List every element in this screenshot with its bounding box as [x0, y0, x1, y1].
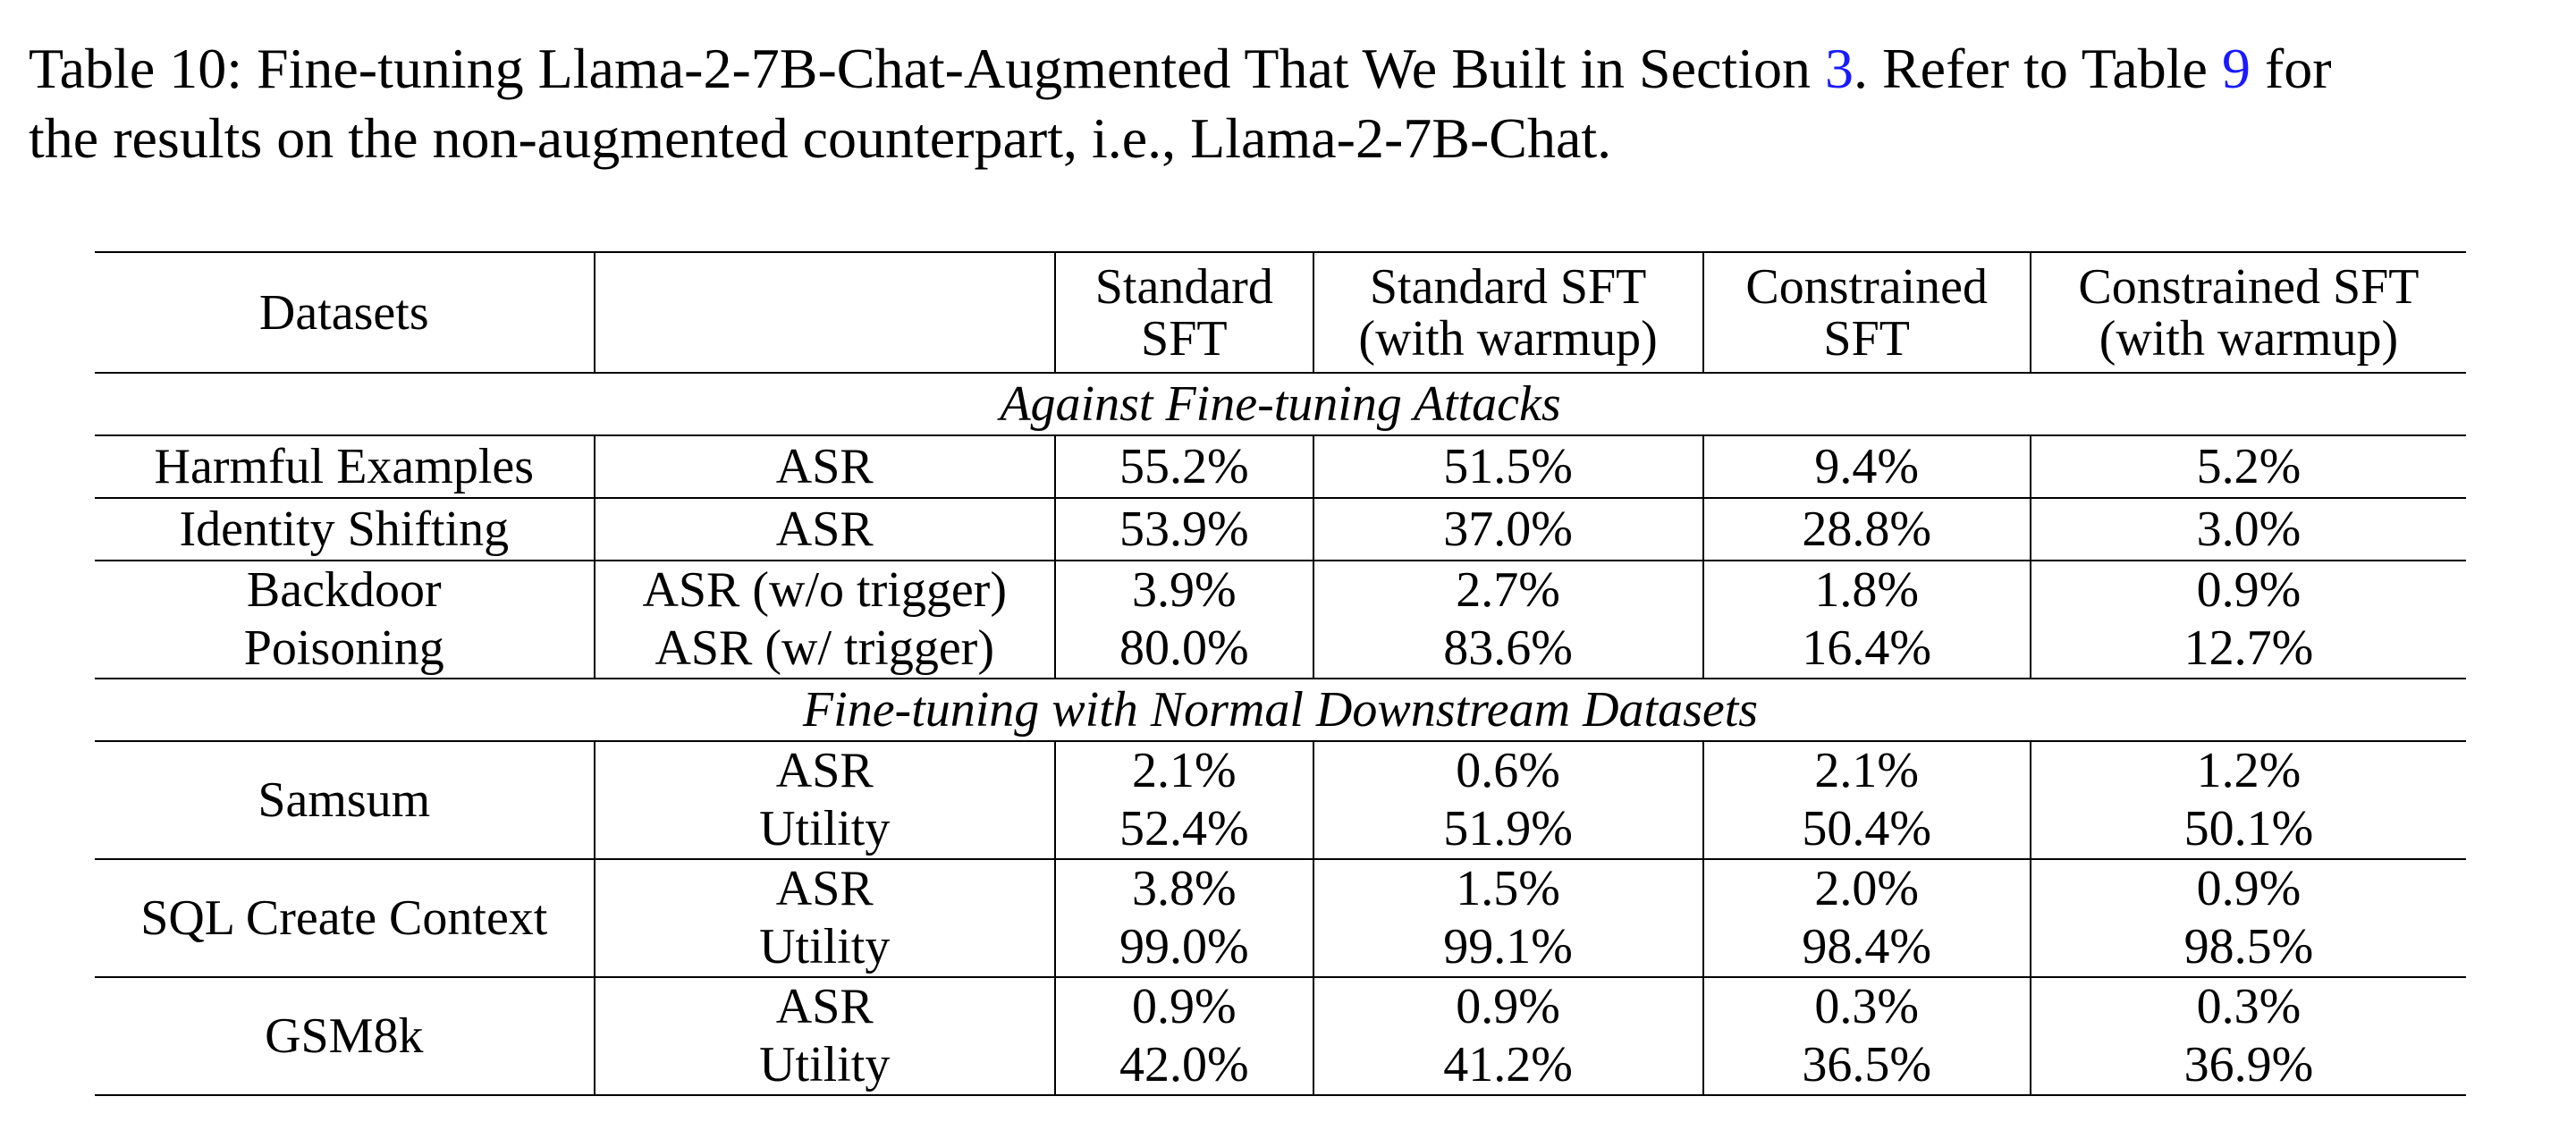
caption-text: Table 10: Fine-tuning Llama-2-7B-Chat-Augmented That We Built in Section — [29, 37, 1825, 100]
section-title: Against Fine-tuning Attacks — [95, 373, 2466, 435]
value-cell: 50.4% — [1703, 799, 2031, 859]
dataset-cell: Harmful Examples — [95, 435, 595, 498]
value-cell: 55.2% — [1055, 435, 1313, 498]
metric-cell: ASR (w/o trigger) — [595, 561, 1055, 619]
header-line: (with warmup) — [2099, 310, 2399, 367]
value-cell: 0.6% — [1313, 741, 1703, 799]
dataset-cell: GSM8k — [95, 977, 595, 1095]
metric-cell: ASR — [595, 859, 1055, 917]
table-caption — [29, 34, 2559, 173]
value-cell: 3.9% — [1055, 561, 1313, 619]
section-reference-link[interactable]: 3 — [1824, 37, 1854, 100]
value-cell: 2.7% — [1313, 561, 1703, 619]
value-cell: 98.4% — [1703, 917, 2031, 977]
value-cell: 9.4% — [1703, 435, 2031, 498]
caption-line-2: the results on the non-augmented counterpart, i.e., Llama-2-7B-Chat. — [29, 106, 1612, 170]
value-cell: 0.3% — [1703, 977, 2031, 1035]
header-datasets: Datasets — [95, 252, 595, 373]
value-cell: 0.9% — [2196, 562, 2302, 618]
value-cell: 52.4% — [1055, 799, 1313, 859]
metric-cell: ASR — [595, 741, 1055, 799]
value-cell: 42.0% — [1055, 1035, 1313, 1095]
value-cell: 51.9% — [1313, 799, 1703, 859]
section-row-attacks — [95, 373, 2466, 435]
value-cell: 37.0% — [1313, 498, 1703, 561]
value-cell: 16.4% — [1703, 619, 2031, 679]
results-table — [95, 251, 2466, 1096]
dataset-cell: SQL Create Context — [95, 859, 595, 977]
value-cell: 1.5% — [1313, 859, 1703, 917]
table-row — [95, 498, 2466, 561]
table-row — [95, 561, 2466, 619]
value-cell: 1.2% — [2196, 743, 2302, 798]
header-line: SFT — [1141, 310, 1228, 367]
table-row — [95, 619, 2466, 679]
header-standard-sft-warmup — [1313, 252, 1703, 373]
header-line: Constrained — [1745, 258, 1988, 315]
value-cell: 36.9% — [2031, 1035, 2466, 1095]
value-cell: 1.8% — [1703, 561, 2031, 619]
metric-cell: ASR — [595, 977, 1055, 1035]
dataset-cell: Identity Shifting — [95, 498, 595, 561]
value-cell: 0.9% — [2196, 861, 2302, 916]
metric-cell: ASR — [595, 498, 1055, 561]
value-cell: 5.2% — [2031, 435, 2466, 498]
header-line: (with warmup) — [1358, 310, 1658, 367]
metric-cell: Utility — [595, 799, 1055, 859]
value-cell: 12.7% — [2031, 619, 2466, 679]
section-row-normal — [95, 679, 2466, 741]
value-cell: 99.0% — [1055, 917, 1313, 977]
value-cell: 83.6% — [1313, 619, 1703, 679]
value-cell: 50.1% — [2031, 799, 2466, 859]
header-constrained-sft — [1703, 252, 2031, 373]
value-cell: 0.9% — [1313, 977, 1703, 1035]
section-title: Fine-tuning with Normal Downstream Datasets — [95, 679, 2466, 741]
header-standard-sft — [1055, 252, 1313, 373]
value-cell: 80.0% — [1055, 619, 1313, 679]
header-constrained-sft-warmup — [2031, 252, 2466, 373]
value-cell: 2.1% — [1703, 741, 2031, 799]
value-cell: 36.5% — [1703, 1035, 2031, 1095]
dataset-cell: Samsum — [95, 741, 595, 859]
caption-text: for — [2250, 37, 2332, 100]
table-reference-link[interactable]: 9 — [2221, 37, 2251, 100]
header-line: SFT — [1823, 310, 1910, 367]
value-cell: 3.8% — [1055, 859, 1313, 917]
header-line: Constrained SFT — [2078, 258, 2420, 315]
header-line: Standard — [1094, 258, 1273, 315]
value-cell: 28.8% — [1703, 498, 2031, 561]
header-line: Standard SFT — [1369, 258, 1647, 315]
value-cell: 2.0% — [1703, 859, 2031, 917]
dataset-cell: Poisoning — [95, 619, 595, 679]
value-cell: 2.1% — [1055, 741, 1313, 799]
header-metric — [595, 252, 1055, 373]
value-cell: 41.2% — [1313, 1035, 1703, 1095]
metric-cell: ASR — [595, 435, 1055, 498]
value-cell: 51.5% — [1313, 435, 1703, 498]
value-cell: 53.9% — [1055, 498, 1313, 561]
metric-cell: Utility — [595, 917, 1055, 977]
value-cell: 99.1% — [1313, 917, 1703, 977]
table-row — [95, 977, 2466, 1035]
table-row — [95, 435, 2466, 498]
caption-text: . Refer to Table — [1853, 37, 2222, 100]
value-cell: 0.3% — [2196, 979, 2302, 1034]
value-cell: 3.0% — [2031, 498, 2466, 561]
value-cell: 0.9% — [1055, 977, 1313, 1035]
table-header-row — [95, 252, 2466, 373]
metric-cell: ASR (w/ trigger) — [595, 619, 1055, 679]
dataset-cell: Backdoor — [95, 561, 595, 619]
table-row — [95, 859, 2466, 917]
value-cell: 98.5% — [2031, 917, 2466, 977]
table-row — [95, 741, 2466, 799]
caption-line-1 — [29, 34, 2559, 104]
metric-cell: Utility — [595, 1035, 1055, 1095]
